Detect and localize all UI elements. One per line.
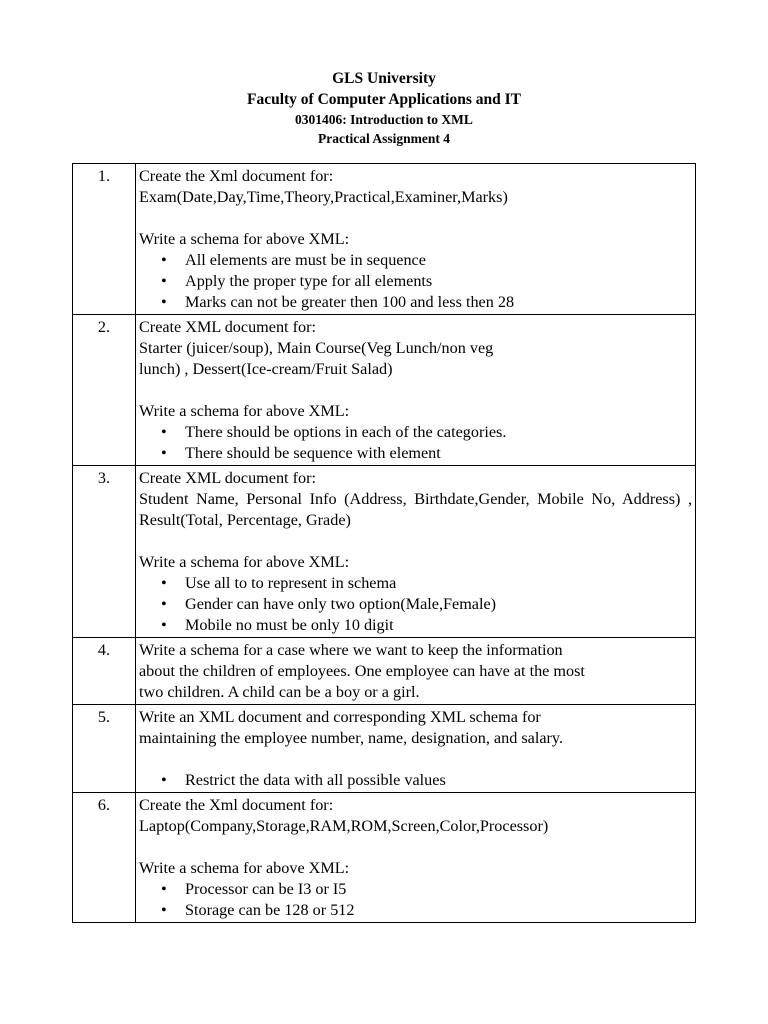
bullet-icon: • xyxy=(161,901,167,919)
list-item xyxy=(139,422,692,443)
assignment-table xyxy=(72,163,696,923)
spacer xyxy=(139,837,692,858)
item-text: Create the Xml document for: xyxy=(139,796,334,814)
item-text: two children. A child can be a boy or a girl. xyxy=(139,683,420,701)
item-text: Student Name, Personal Info (Address, Birthdate,Gender, Mobile No, Address) , Result(Total, Percentage, Grade) xyxy=(139,490,692,529)
item-text: about the children of employees. One employee can have at the most xyxy=(139,662,585,680)
list-item-text: Apply the proper type for all elements xyxy=(185,272,433,290)
item-text: Create XML document for: xyxy=(139,318,316,336)
assignment-row-3 xyxy=(73,466,696,638)
item-number: 1. xyxy=(73,164,136,315)
spacer xyxy=(139,380,692,401)
bullet-list xyxy=(139,879,692,921)
faculty-title: Faculty of Computer Applications and IT xyxy=(246,91,521,108)
item-content xyxy=(136,315,696,466)
list-item-text: Marks can not be greater then 100 and less then 28 xyxy=(185,293,515,311)
item-content xyxy=(136,638,696,705)
assignment-row-5 xyxy=(73,705,696,793)
bullet-icon: • xyxy=(161,771,167,789)
assignment-row-6 xyxy=(73,793,696,923)
list-item-text: Storage can be 128 or 512 xyxy=(185,901,355,919)
schema-heading: Write a schema for above XML: xyxy=(139,859,350,877)
list-item-text: All elements are must be in sequence xyxy=(185,251,426,269)
list-item xyxy=(139,443,692,464)
bullet-icon: • xyxy=(161,251,167,269)
list-item-text: Mobile no must be only 10 digit xyxy=(185,616,394,634)
bullet-list xyxy=(139,250,692,313)
item-content xyxy=(136,793,696,923)
list-item xyxy=(139,615,692,636)
item-text: Write a schema for a case where we want to keep the information xyxy=(139,641,563,659)
bullet-icon: • xyxy=(161,272,167,290)
item-number: 4. xyxy=(73,638,136,705)
university-title: GLS University xyxy=(332,70,436,87)
document-header xyxy=(0,68,768,148)
spacer xyxy=(139,749,692,770)
spacer xyxy=(139,531,692,552)
list-item xyxy=(139,900,692,921)
bullet-list xyxy=(139,770,692,791)
item-content xyxy=(136,164,696,315)
list-item-text: There should be sequence with element xyxy=(185,444,441,462)
list-item-text: Use all to to represent in schema xyxy=(185,574,397,592)
item-number: 5. xyxy=(73,705,136,793)
item-content xyxy=(136,466,696,638)
course-title: 0301406: Introduction to XML xyxy=(295,112,473,127)
item-text: Create XML document for: xyxy=(139,469,316,487)
item-text: Exam(Date,Day,Time,Theory,Practical,Examiner,Marks) xyxy=(139,188,508,206)
item-number: 2. xyxy=(73,315,136,466)
list-item-text: There should be options in each of the categories. xyxy=(185,423,507,441)
list-item xyxy=(139,250,692,271)
list-item xyxy=(139,271,692,292)
assignment-row-2 xyxy=(73,315,696,466)
item-text: Write an XML document and corresponding XML schema for xyxy=(139,708,541,726)
bullet-icon: • xyxy=(161,293,167,311)
item-number: 3. xyxy=(73,466,136,638)
item-content xyxy=(136,705,696,793)
assignment-title: Practical Assignment 4 xyxy=(318,131,450,146)
bullet-icon: • xyxy=(161,616,167,634)
schema-heading: Write a schema for above XML: xyxy=(139,402,350,420)
schema-heading: Write a schema for above XML: xyxy=(139,553,350,571)
item-text: maintaining the employee number, name, designation, and salary. xyxy=(139,729,563,747)
bullet-icon: • xyxy=(161,595,167,613)
schema-heading: Write a schema for above XML: xyxy=(139,230,350,248)
assignment-row-4 xyxy=(73,638,696,705)
bullet-list xyxy=(139,573,692,636)
item-text: lunch) , Dessert(Ice-cream/Fruit Salad) xyxy=(139,360,393,378)
list-item xyxy=(139,770,692,791)
list-item xyxy=(139,292,692,313)
list-item xyxy=(139,573,692,594)
bullet-list xyxy=(139,422,692,464)
bullet-icon: • xyxy=(161,444,167,462)
list-item-text: Restrict the data with all possible values xyxy=(185,771,446,789)
spacer xyxy=(139,208,692,229)
assignment-row-1 xyxy=(73,164,696,315)
item-text: Laptop(Company,Storage,RAM,ROM,Screen,Color,Processor) xyxy=(139,817,549,835)
bullet-icon: • xyxy=(161,880,167,898)
list-item xyxy=(139,594,692,615)
bullet-icon: • xyxy=(161,574,167,592)
bullet-icon: • xyxy=(161,423,167,441)
list-item-text: Processor can be I3 or I5 xyxy=(185,880,347,898)
list-item xyxy=(139,879,692,900)
item-text: Starter (juicer/soup), Main Course(Veg Lunch/non veg xyxy=(139,339,494,357)
list-item-text: Gender can have only two option(Male,Female) xyxy=(185,595,497,613)
item-text: Create the Xml document for: xyxy=(139,167,334,185)
item-number: 6. xyxy=(73,793,136,923)
